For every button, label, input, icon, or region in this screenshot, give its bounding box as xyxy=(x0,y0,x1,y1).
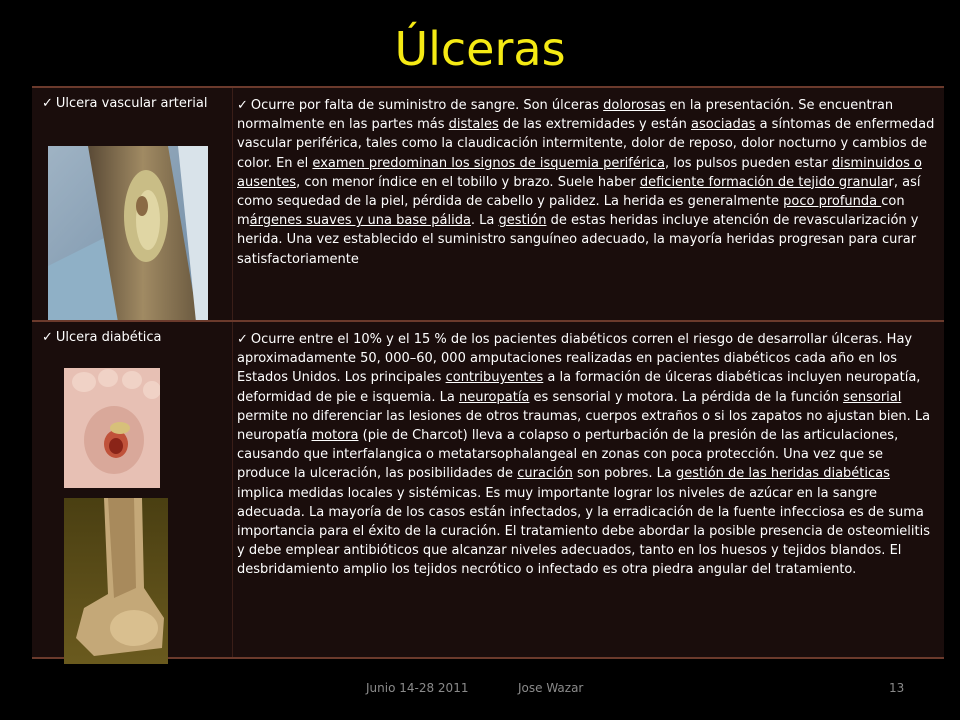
underlined-term: deficiente formación de tejido granula xyxy=(639,174,889,190)
text-segment: es sensorial y motora. La pérdida de la función xyxy=(529,389,844,405)
underlined-term: árgenes suaves y una base pálida xyxy=(249,213,471,229)
text-segment: (pie de Charcot) lleva a colapso o perturbación de la presión de las articulaciones, causando que interfalangica o metatarsophalangeal en zonas con poca protección. Una vez que se produce la ulceración, las posibilidades de xyxy=(237,428,899,482)
label-cell-diabetic xyxy=(32,322,228,657)
underlined-term: contribuyentes xyxy=(445,370,544,386)
text-segment: de estas heridas incluye atención de revascularización y herida. Una vez establecido el suministro sanguíneo adecuado, la mayoría heridas progresan para curar satisfactoriamente xyxy=(237,213,919,267)
text-segment: en la presentación. Se encuentran normalmente en las partes más xyxy=(237,98,894,133)
text-segment: implica medidas locales y sistémicas. Es muy importante lograr los niveles de azúcar en la sangre adecuada. La mayoría de los casos están infectados, y la erradicación de la fuente infecciosa es de suma importancia para el éxito de la curación. El tratamiento debe abordar la posible presencia de osteomielitis y debe emplear antibióticos que alcanzar niveles adecuados, tanto en los huesos y tejidos blandos. El desbridamiento amplio los tejidos necrótico o infectado es otra piedra angular del tratamiento. xyxy=(237,485,931,578)
checkmark-icon: ✓ xyxy=(237,332,248,347)
ulcer-table xyxy=(32,86,944,658)
text-segment: con m xyxy=(237,194,905,229)
text-segment: permite no diferenciar las lesiones de otros traumas, cuerpos extraños o si los zapatos no ajustan bien. La neuropatía xyxy=(237,408,931,444)
underlined-term: curación xyxy=(517,466,573,482)
text-segment: . La xyxy=(470,213,499,229)
underlined-term: gestión xyxy=(498,213,547,229)
slide-title: Úlceras xyxy=(394,22,566,76)
checkmark-icon: ✓ xyxy=(42,96,53,111)
text-segment: Ocurre por falta de suministro de sangre. Son úlceras xyxy=(250,98,604,113)
underlined-term: examen predominan los signos de isquemia periférica xyxy=(312,155,665,171)
body-text xyxy=(237,332,930,577)
underlined-term: dolorosas xyxy=(603,98,666,113)
text-cell-diabetic xyxy=(232,322,941,657)
text-segment: , con menor índice en el tobillo y brazo. Suele haber xyxy=(296,174,640,190)
text-segment: r, así como sequedad de la piel, pérdida de cabello y palidez. La herida es generalmente xyxy=(237,174,921,210)
underlined-term: gestión de las heridas diabéticas xyxy=(675,466,890,482)
text-segment: a síntomas de enfermedad vascular periférica, tales como la claudicación intermitente, dolor de reposo, dolor nocturno y cambios de color. En el xyxy=(237,117,935,171)
description-diabetic xyxy=(237,330,937,580)
text-segment: son pobres. La xyxy=(572,466,676,482)
text-segment: Ocurre entre el 10% y el 15 % de los pacientes diabéticos corren el riesgo de desarrollar úlceras. Hay aproximadamente 50, 000–60, 000 amputaciones realizadas en pacientes diabéticos cada año en los Estados Unidos. Los principales xyxy=(237,332,913,386)
label-cell-arterial xyxy=(32,88,228,322)
text-segment: a la formación de úlceras diabéticas incluyen neuropatía, deformidad de pie e isquemia. La xyxy=(237,370,921,405)
description-arterial xyxy=(237,96,937,269)
underlined-term: poco profunda xyxy=(783,194,882,210)
footer-date: Junio 14-28 2011 xyxy=(366,681,469,695)
underlined-term: motora xyxy=(311,428,359,444)
underlined-term: asociadas xyxy=(691,117,756,133)
text-segment: de las extremidades y están xyxy=(498,117,692,133)
row-label-arterial: Ulcera vascular arterial xyxy=(55,96,208,111)
footer-author: Jose Wazar xyxy=(518,681,584,695)
arterial-ulcer-photo xyxy=(48,146,208,322)
text-cell-arterial xyxy=(232,88,941,322)
charcot-foot-photo xyxy=(64,498,168,664)
row-label-diabetic: Ulcera diabética xyxy=(55,330,162,345)
table-row-diabetic xyxy=(32,320,944,659)
underlined-term: sensorial xyxy=(843,389,902,405)
checkmark-icon: ✓ xyxy=(237,98,248,113)
checkmark-icon: ✓ xyxy=(42,330,53,345)
text-segment: , los pulsos pueden estar xyxy=(664,155,832,171)
underlined-term: distales xyxy=(448,117,499,133)
diabetic-foot-photo xyxy=(64,368,160,488)
footer-page-number: 13 xyxy=(889,681,905,695)
body-text xyxy=(237,98,934,267)
table-row-arterial xyxy=(32,86,944,322)
underlined-term: disminuidos o ausentes xyxy=(237,155,922,190)
underlined-term: neuropatía xyxy=(459,389,530,405)
